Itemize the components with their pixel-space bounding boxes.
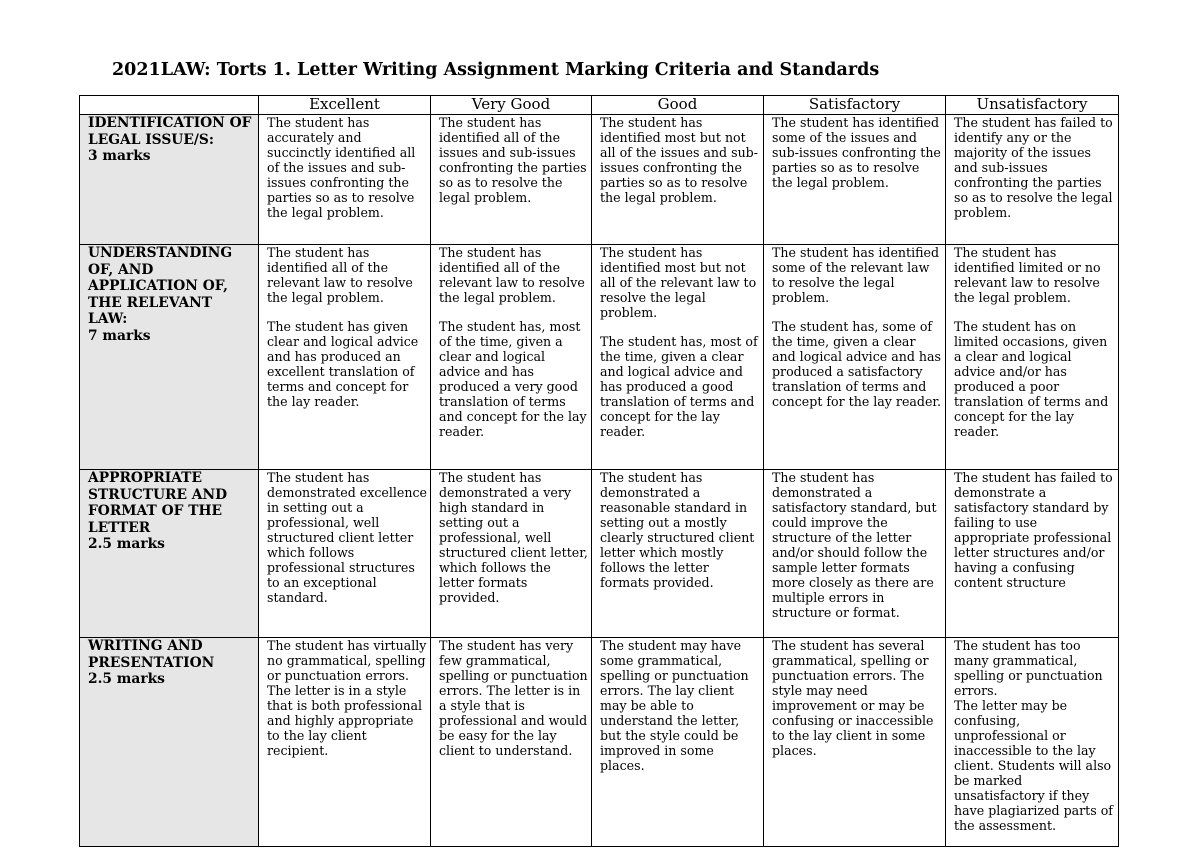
descriptor-text: The student has identified all of the issues and sub-issues confronting the parties so as to resolve the legal problem.: [439, 115, 587, 205]
criterion-marks: 7 marks: [88, 327, 151, 344]
descriptor-text: The student has too many grammatical, spelling or punctuation errors.: [954, 638, 1103, 698]
criterion-row-legal-issues: [80, 115, 1119, 245]
header-excellent: Excellent: [259, 96, 431, 115]
descriptor-cell-unsatisfactory: [946, 115, 1119, 245]
criterion-name: IDENTIFICATION OF LEGAL ISSUE/S:: [88, 115, 252, 148]
descriptor-text: The student has demonstrated a reasonable standard in setting out a mostly clearly structured client letter which mostly follows the letter formats provided.: [600, 470, 755, 590]
header-good: Good: [592, 96, 764, 115]
descriptor-cell-good: [592, 638, 764, 847]
descriptor-cell-very-good: [431, 638, 592, 847]
criterion-cell: [80, 470, 259, 638]
descriptor-text: The student has failed to identify any or the majority of the issues and sub-issues confronting the parties so as to resolve the legal problem.: [954, 115, 1113, 220]
marking-criteria-table: [79, 95, 1119, 847]
descriptor-cell-unsatisfactory: [946, 638, 1119, 847]
descriptor-text: The student has identified most but not all of the relevant law to resolve the legal problem.: [600, 245, 757, 320]
criterion-row-relevant-law: [80, 245, 1119, 470]
descriptor-text: The student has virtually no grammatical, spelling or punctuation errors. The letter is in a style that is both professional and highly appropriate to the lay client recipient.: [267, 638, 427, 758]
descriptor-text: The student has identified most but not all of the issues and sub-issues confronting the parties so as to resolve the legal problem.: [600, 115, 758, 205]
descriptor-text: The letter may be confusing, unprofessional or inaccessible to the lay client. Students will also be marked unsatisfactory if they have plagiarized parts of the assessment.: [954, 698, 1113, 833]
descriptor-cell-good: [592, 470, 764, 638]
descriptor-cell-satisfactory: [764, 638, 946, 847]
descriptor-cell-satisfactory: [764, 470, 946, 638]
descriptor-text: The student has, most of the time, given a clear and logical advice and has produced a very good translation of terms and concept for the lay reader.: [439, 319, 587, 439]
criterion-marks: 3 marks: [88, 148, 151, 165]
criterion-row-writing-presentation: [80, 638, 1119, 847]
descriptor-cell-good: [592, 245, 764, 470]
header-very-good: Very Good: [431, 96, 592, 115]
descriptor-cell-very-good: [431, 470, 592, 638]
descriptor-text: The student has several grammatical, spelling or punctuation errors. The style may need improvement or may be confusing or inaccessible to the lay client in some places.: [772, 638, 934, 758]
descriptor-cell-unsatisfactory: [946, 245, 1119, 470]
descriptor-cell-good: [592, 115, 764, 245]
criterion-name: UNDERSTANDING OF, AND APPLICATION OF, THE RELEVANT LAW:: [88, 245, 233, 328]
document-title: 2021LAW: Torts 1. Letter Writing Assignment Marking Criteria and Standards: [112, 60, 880, 80]
criterion-row-structure-format: [80, 470, 1119, 638]
descriptor-text: The student has failed to demonstrate a satisfactory standard by failing to use appropriate professional letter structures and/or having a confusing content structure: [954, 470, 1113, 590]
header-satisfactory: Satisfactory: [764, 96, 946, 115]
descriptor-text: The student has on limited occasions, given a clear and logical advice and/or has produced a poor translation of terms and concept for the lay reader.: [954, 319, 1109, 439]
descriptor-text: The student has very few grammatical, spelling or punctuation errors. The letter is in a style that is professional and would be easy for the lay client to understand.: [439, 638, 588, 758]
descriptor-cell-very-good: [431, 115, 592, 245]
descriptor-cell-excellent: [259, 638, 431, 847]
descriptor-text: The student has demonstrated a very high standard in setting out a professional, well structured client letter, which follows the letter formats provided.: [439, 470, 588, 605]
descriptor-text: The student has identified all of the relevant law to resolve the legal problem.: [267, 245, 413, 305]
descriptor-text: The student has given clear and logical advice and has produced an excellent translation of terms and concept for the lay reader.: [267, 319, 419, 409]
descriptor-cell-satisfactory: [764, 245, 946, 470]
descriptor-text: The student has identified all of the relevant law to resolve the legal problem.: [439, 245, 585, 305]
criterion-marks: 2.5 marks: [88, 671, 165, 688]
descriptor-cell-very-good: [431, 245, 592, 470]
criterion-cell: [80, 245, 259, 470]
descriptor-text: The student has demonstrated excellence in setting out a professional, well structured client letter which follows professional structures to an exceptional standard.: [267, 470, 427, 605]
descriptor-text: The student has accurately and succinctly identified all of the issues and sub-issues confronting the parties so as to resolve the legal problem.: [267, 115, 416, 220]
header-unsatisfactory: Unsatisfactory: [946, 96, 1119, 115]
criterion-name: WRITING AND PRESENTATION: [88, 638, 215, 671]
descriptor-text: The student has, most of the time, given a clear and logical advice and has produced a good translation of terms and concept for the lay reader.: [600, 334, 758, 439]
descriptor-text: The student may have some grammatical, spelling or punctuation errors. The lay client may be able to understand the letter, but the style could be improved in some places.: [600, 638, 749, 773]
descriptor-text: The student has demonstrated a satisfactory standard, but could improve the structure of the letter and/or should follow the sample letter formats more closely as there are multiple errors in structure or format.: [772, 470, 937, 620]
descriptor-cell-excellent: [259, 470, 431, 638]
descriptor-cell-satisfactory: [764, 115, 946, 245]
descriptor-text: The student has identified some of the issues and sub-issues confronting the parties so as to resolve the legal problem.: [772, 115, 941, 190]
descriptor-cell-excellent: [259, 115, 431, 245]
criterion-cell: [80, 638, 259, 847]
descriptor-text: The student has identified limited or no relevant law to resolve the legal problem.: [954, 245, 1101, 305]
criterion-marks: 2.5 marks: [88, 536, 165, 553]
descriptor-text: The student has, some of the time, given a clear and logical advice and has produced a satisfactory translation of terms and concept for the lay reader.: [772, 319, 942, 409]
descriptor-cell-unsatisfactory: [946, 470, 1119, 638]
descriptor-cell-excellent: [259, 245, 431, 470]
descriptor-text: The student has identified some of the relevant law to resolve the legal problem.: [772, 245, 940, 305]
criterion-cell: [80, 115, 259, 245]
header-corner-cell: [80, 96, 259, 115]
criterion-name: APPROPRIATE STRUCTURE AND FORMAT OF THE LETTER: [88, 470, 228, 536]
header-row: [80, 96, 1119, 115]
